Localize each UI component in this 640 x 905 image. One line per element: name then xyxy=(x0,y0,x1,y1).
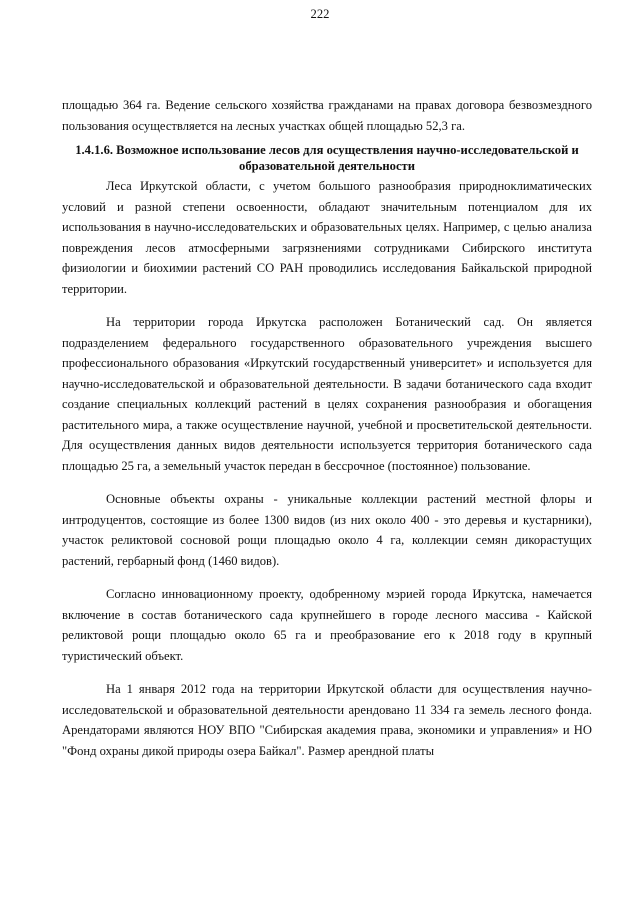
paragraph: На 1 января 2012 года на территории Иркутской области для осуществления научно-исследовательской и образовательной деятельности арендовано 11 334 га земель лесного фонда. Арендаторами являются НОУ ВПО "Сибирская академия права, экономики и управления» и НО "Фонд охраны дикой природы озера Байкал". Размер арендной платы xyxy=(62,682,592,758)
paragraph-continued: площадью 364 га. Ведение сельского хозяйства гражданами на правах договора безвозмездного пользования осуществляется на лесных участках общей площадью 52,3 га. xyxy=(62,98,592,133)
section-heading: 1.4.1.6. Возможное использование лесов для осуществления научно-исследовательской и образовательной деятельности xyxy=(75,143,579,173)
paragraph: Основные объекты охраны - уникальные коллекции растений местной флоры и интродуцентов, состоящие из более 1300 видов (из них около 400 - это деревья и кустарники), участок реликтовой сосновой рощи площадью около 4 га, коллекции семян дикорастущих растений, гербарный фонд (1460 видов). xyxy=(62,492,592,568)
paragraph: На территории города Иркутска расположен Ботанический сад. Он является подразделением федерального государственного образовательного учреждения высшего профессионального образования «Иркутский государственный университет» и используется для научно-исследовательской и образовательной деятельности. В задачи ботанического сада входит создание специальных коллекций растений в целях сохранения разнообразия и обогащения растительного мира, а также осуществление научной, учебной и просветительской деятельности. Для осуществления данных видов деятельности используется территория ботанического сада площадью 25 га, а земельный участок передан в бессрочное (постоянное) пользование. xyxy=(62,315,592,473)
page-content xyxy=(62,95,592,761)
page-number: 222 xyxy=(310,7,330,21)
paragraph: Леса Иркутской области, с учетом большого разнообразия природноклиматических условий и разной степени освоенности, обладают значительным потенциалом для их использования в научно-исследовательских и образовательных целях. Например, с целью анализа повреждения лесов атмосферными загрязнениями сотрудниками Сибирского института физиологии и биохимии растений СО РАН проводились исследования Байкальской природной территории. xyxy=(62,179,592,296)
paragraph: Согласно инновационному проекту, одобренному мэрией города Иркутска, намечается включение в состав ботанического сада крупнейшего в городе лесного массива - Кайской реликтовой рощи площадью около 65 га и преобразование его к 2018 году в крупный туристический объект. xyxy=(62,587,592,663)
